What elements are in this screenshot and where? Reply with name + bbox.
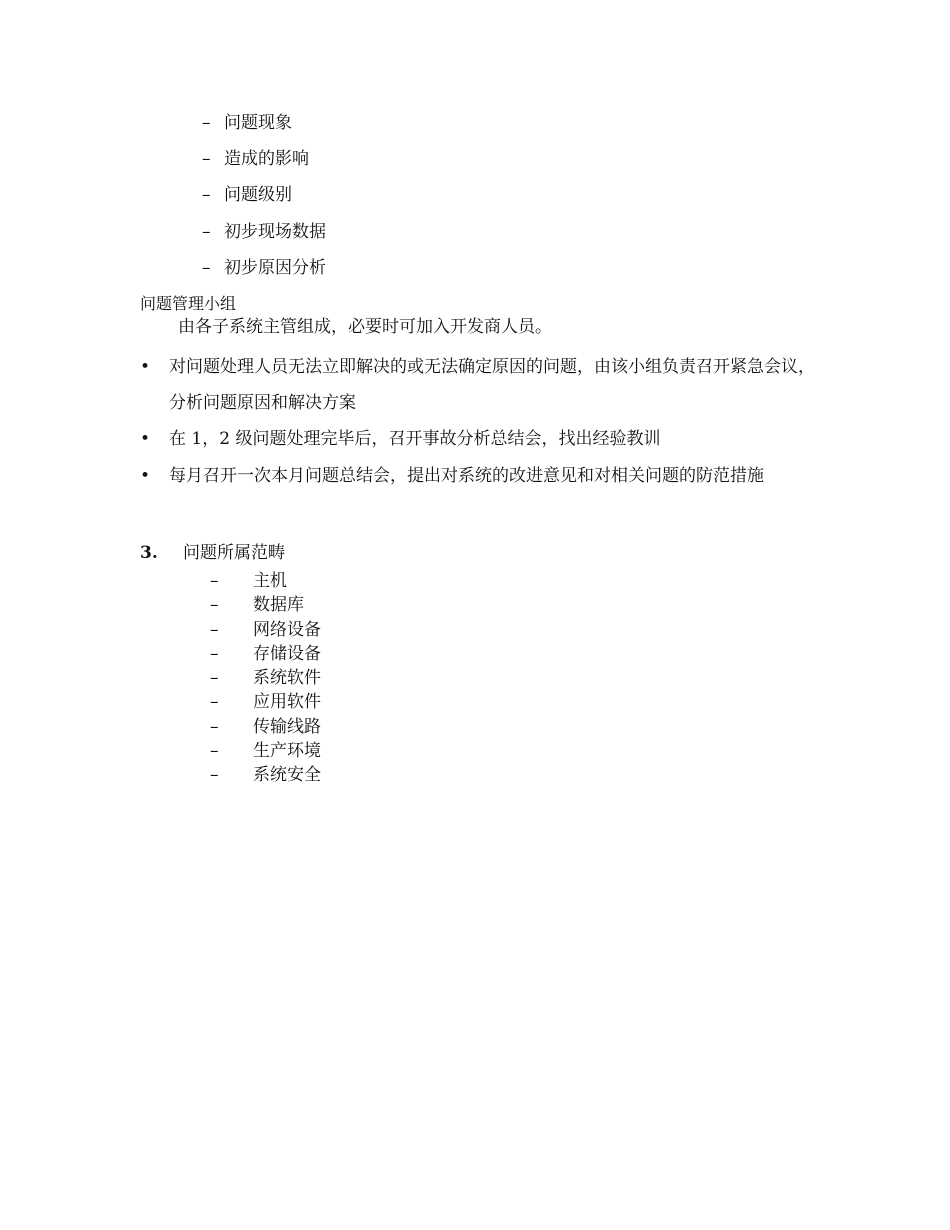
dash-marker: –	[210, 668, 219, 689]
bullet-marker: •	[140, 465, 151, 486]
list-item	[202, 146, 326, 182]
list-item	[210, 763, 321, 787]
problem-report-list	[202, 110, 326, 291]
section-heading-text: 问题所属范畴	[183, 543, 285, 563]
group-section-title: 问题管理小组	[140, 294, 237, 313]
list-item	[210, 569, 321, 593]
list-item	[210, 593, 321, 617]
list-item-text: 系统安全	[253, 765, 321, 786]
list-item-text: 主机	[253, 571, 287, 591]
list-item-text: 初步现场数据	[224, 221, 326, 242]
bullet-item	[140, 458, 820, 494]
dash-marker: –	[210, 571, 219, 591]
list-item	[202, 219, 326, 255]
dash-marker: –	[210, 643, 219, 664]
bullet-marker: •	[140, 357, 151, 377]
section-number: 3.	[140, 543, 158, 563]
list-item	[210, 690, 321, 714]
dash-marker: –	[202, 221, 211, 242]
dash-marker: –	[210, 716, 219, 737]
list-item-text: 问题级别	[224, 185, 292, 206]
group-duties-list	[140, 349, 820, 494]
dash-marker: –	[202, 257, 211, 278]
list-item-text: 初步原因分析	[224, 257, 326, 278]
dash-marker: –	[202, 185, 211, 206]
list-item-text: 数据库	[253, 595, 304, 616]
dash-marker: –	[210, 692, 219, 713]
list-item-text: 问题现象	[224, 113, 292, 133]
list-item	[210, 642, 321, 666]
list-item	[202, 255, 326, 291]
list-item-text: 传输线路	[253, 716, 321, 737]
dash-marker: –	[202, 113, 211, 133]
category-section-heading	[140, 540, 285, 566]
list-item	[210, 618, 321, 642]
list-item	[202, 110, 326, 146]
list-item-text: 网络设备	[253, 619, 321, 640]
bullet-item	[140, 421, 820, 457]
category-list	[210, 569, 321, 788]
list-item-text: 生产环境	[253, 741, 321, 762]
bullet-item	[140, 349, 820, 421]
list-item	[210, 715, 321, 739]
dash-marker: –	[202, 149, 211, 170]
list-item-text: 存储设备	[253, 643, 321, 664]
dash-marker: –	[210, 619, 219, 640]
bullet-text: 对问题处理人员无法立即解决的或无法确定原因的问题，由该小组负责召开紧急会议，分析问题原因和解决方案	[169, 357, 815, 414]
dash-marker: –	[210, 765, 219, 786]
list-item	[202, 182, 326, 218]
bullet-marker: •	[140, 429, 151, 450]
group-section-intro: 由各子系统主管组成，必要时可加入开发商人员。	[178, 317, 552, 337]
bullet-text: 每月召开一次本月问题总结会，提出对系统的改进意见和对相关问题的防范措施	[169, 465, 764, 486]
list-item-text: 系统软件	[253, 668, 321, 689]
list-item	[210, 666, 321, 690]
dash-marker: –	[210, 595, 219, 616]
list-item-text: 应用软件	[253, 692, 321, 713]
bullet-text: 在 1，2 级问题处理完毕后，召开事故分析总结会，找出经验教训	[169, 429, 661, 450]
list-item	[210, 739, 321, 763]
dash-marker: –	[210, 741, 219, 762]
list-item-text: 造成的影响	[224, 149, 309, 170]
